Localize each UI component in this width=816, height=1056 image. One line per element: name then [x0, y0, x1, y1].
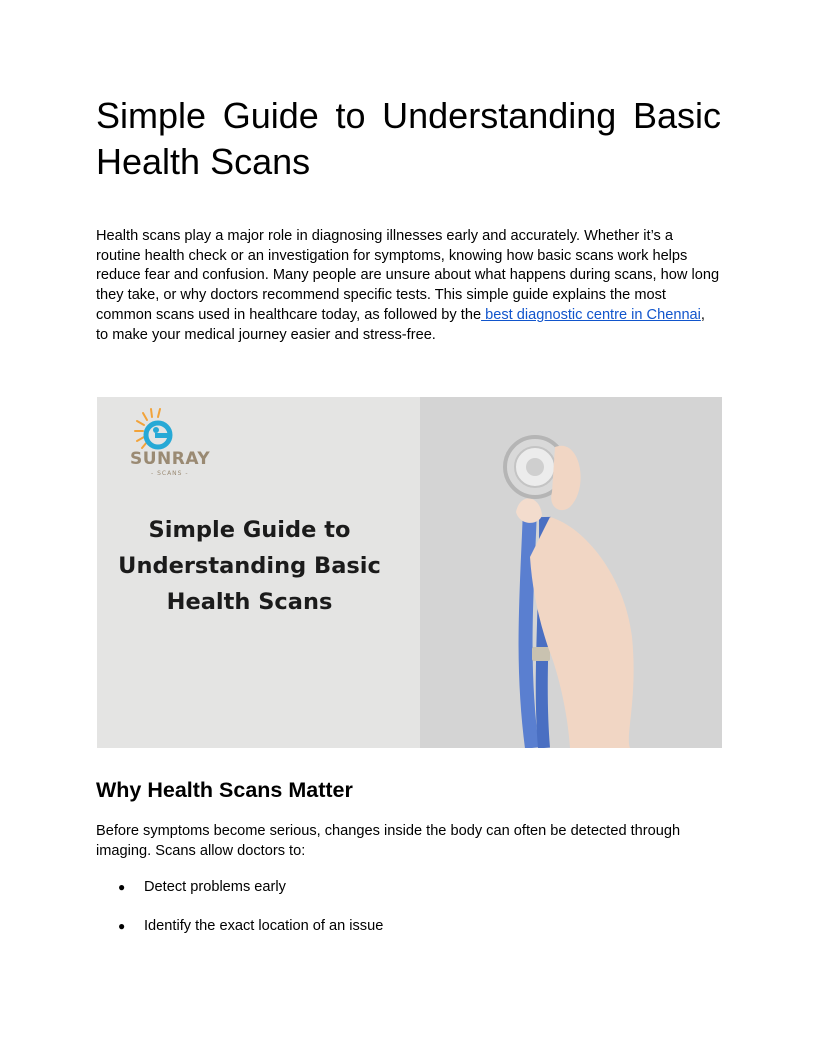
section-heading: Why Health Scans Matter: [96, 778, 353, 802]
intro-paragraph: [96, 227, 721, 345]
intro-text-end: , to make your medical journey easier and stress-free.: [96, 306, 705, 343]
stethoscope-icon: [420, 397, 722, 748]
list-item: [96, 915, 721, 954]
page-title: Simple Guide to Understanding Basic Health Scans: [96, 95, 721, 182]
bullet-icon: ●: [118, 880, 126, 894]
banner-heading-line: Simple Guide to: [148, 517, 351, 543]
diagnostic-centre-link[interactable]: best diagnostic centre in Chennai: [481, 306, 701, 323]
list-item-text: Detect problems early: [144, 879, 286, 895]
section-paragraph: Before symptoms become serious, changes inside the body can often be detected through imaging. Scans allow doctors to:: [96, 823, 681, 859]
intro-text: Health scans play a major role in diagnosing illnesses early and accurately. Whether it’s a routine health check or an investigation for symptoms, knowing how basic scans work helps reduce fear and confusion. Many people are unsure about what happens during scans, how long they take, or why doctors recommend specific tests. This simple guide explains the most common scans used in healthcare today, as followed by the: [96, 228, 720, 323]
logo-wordmark: SUNRAY: [130, 449, 211, 469]
bullet-list: [96, 876, 721, 954]
bullet-icon: ●: [118, 919, 126, 933]
banner-image: [97, 397, 722, 748]
banner-heading-line: Understanding Basic: [118, 553, 381, 579]
banner-heading-line: Health Scans: [166, 589, 333, 615]
logo-subtitle: - SCANS -: [151, 470, 189, 477]
list-item-text: Identify the exact location of an issue: [144, 918, 384, 934]
list-item: [96, 876, 721, 915]
banner-heading: [97, 512, 402, 620]
